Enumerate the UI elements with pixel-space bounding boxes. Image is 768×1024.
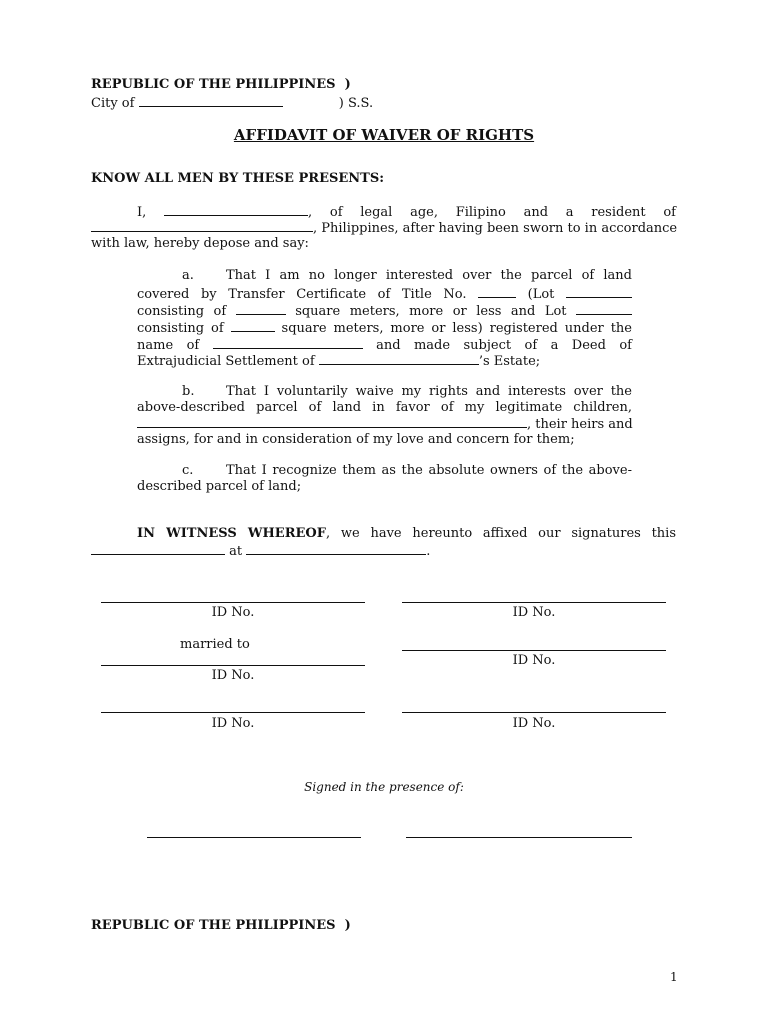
item-a-marker: a. [182,268,194,283]
affiant-name-blank[interactable] [164,204,308,216]
witness-signature-line-1[interactable] [147,837,361,838]
item-a-line-3: consisting of square meters, more or less and Lot [137,303,632,320]
date-blank[interactable] [91,543,225,555]
area-2-blank[interactable] [231,320,275,332]
intro-line-2: , Philippines, after having been sworn to in accordance [91,220,676,237]
area-1-blank[interactable] [236,303,286,315]
item-a-line-5: name of and made subject of a Deed of [137,338,632,353]
know-all-heading: KNOW ALL MEN BY THESE PRESENTS: [91,171,385,186]
city-blank[interactable] [139,95,283,107]
id-label-right-2: ID No. [512,653,556,668]
id-label-left-2: ID No. [211,668,255,683]
item-a-line-6: Extrajudicial Settlement of ’s Estate; [137,354,541,369]
signature-line-left-3[interactable] [101,712,365,713]
id-label-right-3: ID No. [512,716,556,731]
item-c-line-1: That I recognize them as the absolute owners of the above- [226,463,632,478]
item-b-line-2: above-described parcel of land in favor of my legitimate children, [137,400,632,415]
item-b-marker: b. [182,384,195,399]
married-to-label: married to [180,637,250,652]
signature-line-left-2[interactable] [101,665,365,666]
item-b-line-3: , their heirs and [137,416,632,433]
header-republic: REPUBLIC OF THE PHILIPPINES ) [91,77,351,92]
signature-line-left-1[interactable] [101,602,365,603]
signature-line-right-1[interactable] [402,602,666,603]
id-label-left-1: ID No. [211,605,255,620]
decedent-name-blank[interactable] [319,353,479,365]
tct-number-blank[interactable] [478,286,516,298]
intro-line-3: with law, hereby depose and say: [91,236,309,251]
item-a-line-4: consisting of square meters, more or less) registered under the [137,321,632,336]
witness-line-2: at . [91,543,430,560]
item-a-line-1: That I am no longer interested over the parcel of land [226,268,632,283]
signature-line-right-2[interactable] [402,650,666,651]
witness-line-1: IN WITNESS WHEREOF, we have hereunto affixed our signatures this [137,526,676,541]
item-c-line-2: described parcel of land; [137,479,302,494]
witness-signature-line-2[interactable] [406,837,632,838]
lot-2-blank[interactable] [576,303,632,315]
signature-line-right-3[interactable] [402,712,666,713]
lot-1-blank[interactable] [566,286,632,298]
header-city: City of ) S.S. [91,96,374,111]
footer-republic: REPUBLIC OF THE PHILIPPINES ) [91,918,351,933]
signed-in-presence-label: Signed in the presence of: [304,780,464,794]
id-label-left-3: ID No. [211,716,255,731]
registered-owner-blank[interactable] [213,337,363,349]
place-blank[interactable] [246,543,426,555]
children-names-blank[interactable] [137,416,527,428]
item-a-line-2: covered by Transfer Certificate of Title No. (Lot [137,286,632,303]
residence-blank[interactable] [91,220,313,232]
page-number: 1 [670,970,678,984]
item-c-marker: c. [182,463,194,478]
item-b-line-4: assigns, for and in consideration of my love and concern for them; [137,432,575,447]
document-title: AFFIDAVIT OF WAIVER OF RIGHTS [233,126,535,144]
item-b-line-1: That I voluntarily waive my rights and interests over the [226,384,632,399]
id-label-right-1: ID No. [512,605,556,620]
intro-line-1: I, , of legal age, Filipino and a resident of [137,205,676,220]
